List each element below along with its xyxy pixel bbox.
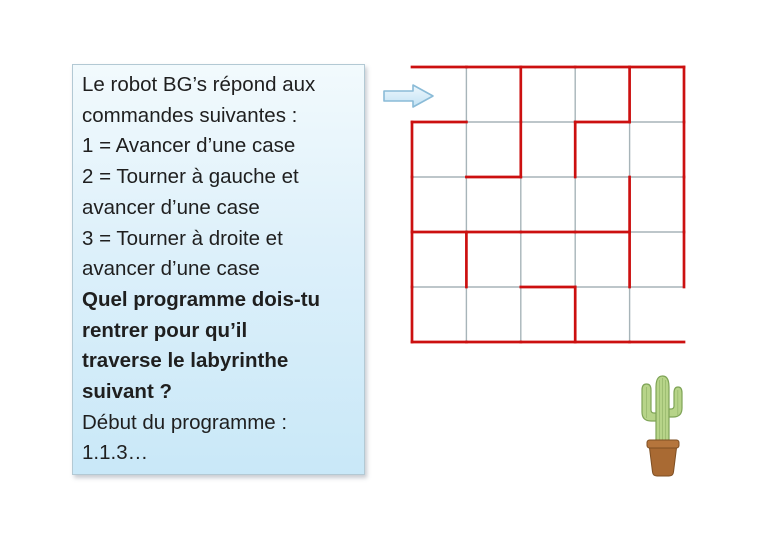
instruction-line: traverse le labyrinthe [82, 349, 289, 373]
instructions-textbox [72, 64, 365, 475]
instruction-line: rentrer pour qu’il [82, 318, 248, 342]
instruction-line: Le robot BG’s répond aux [82, 73, 316, 96]
instruction-line: 1.1.3… [82, 441, 149, 465]
instruction-line: 1 = Avancer d’une case [82, 134, 296, 158]
maze-grid-svg [410, 65, 686, 344]
instruction-line: 2 = Tourner à gauche et [82, 165, 299, 189]
instruction-line: avancer d’une case [82, 195, 260, 219]
instruction-line: 3 = Tourner à droite et [82, 226, 283, 250]
instruction-line: Quel programme dois-tu [82, 287, 321, 311]
instruction-line: avancer d’une case [82, 257, 260, 281]
cactus-icon [639, 373, 701, 479]
instruction-line: commandes suivantes : [82, 103, 298, 127]
cactus-pot [650, 448, 677, 476]
instruction-line: Début du programme : [82, 410, 288, 434]
instruction-line: suivant ? [82, 380, 172, 404]
cactus-pot-rim [647, 440, 679, 448]
